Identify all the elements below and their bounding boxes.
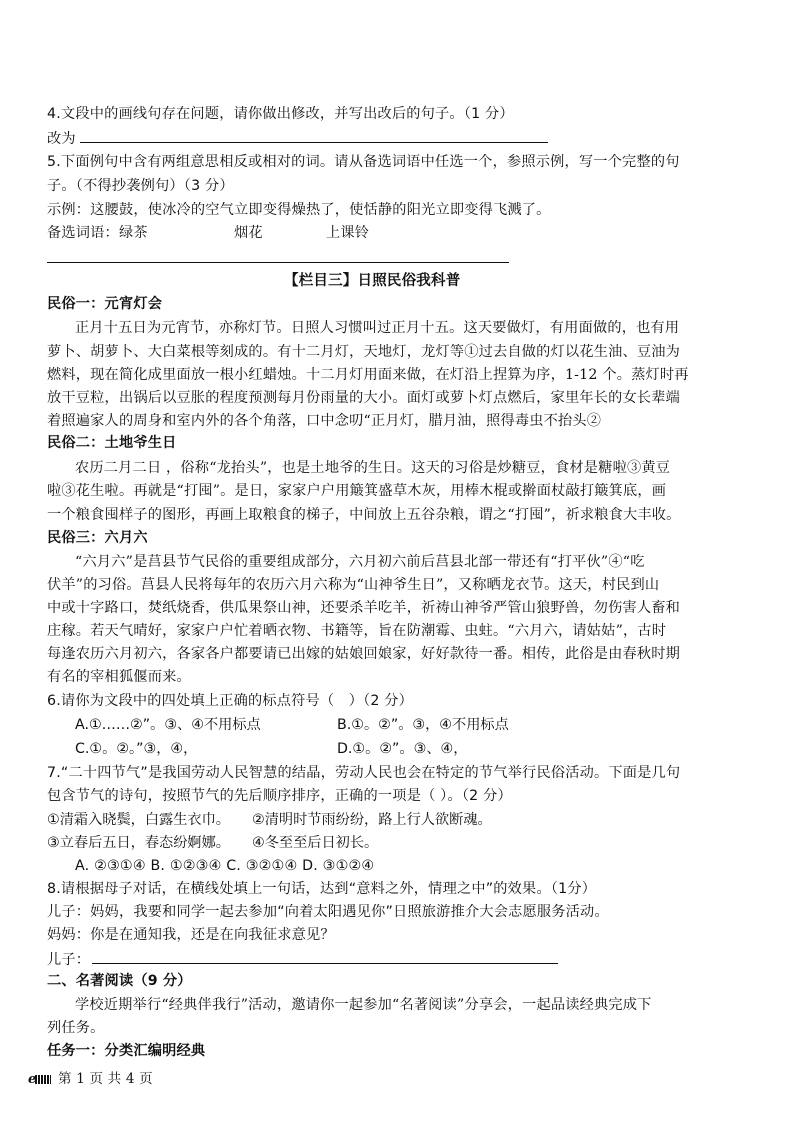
q4-answer-row bbox=[47, 128, 764, 148]
q6-option-d[interactable]: D.①。②”。③、④， bbox=[337, 741, 468, 757]
q4-answer-label: 改为 bbox=[47, 131, 76, 147]
q8-mom-line: 妈妈：你是在通知我，还是在向我征求意见？ bbox=[47, 927, 335, 943]
q8-answer-blank[interactable] bbox=[92, 949, 558, 964]
q5-options bbox=[47, 224, 764, 242]
publisher-logo-icon: e bbox=[28, 1072, 52, 1088]
q7-line1: 7.“二十四节气”是我国劳动人民智慧的结晶，劳动人民也会在特定的节气举行民俗活动。下面是几句 bbox=[47, 765, 681, 781]
part2-intro-line: 列任务。 bbox=[47, 1020, 105, 1036]
q5-option-3: 上课铃 bbox=[325, 225, 370, 241]
q7-options[interactable]: A. ②③①④ B. ①②③④ C. ③②①④ D. ③①②④ bbox=[75, 858, 375, 874]
custom1-title: 民俗一：元宵灯会 bbox=[47, 296, 163, 312]
page-number: 第 1 页 共 4 页 bbox=[58, 1071, 153, 1087]
q6-option-c[interactable]: C.①。②。”③，④， bbox=[75, 741, 198, 757]
q6-option-a[interactable]: A.①……②”。③、④不用标点 bbox=[75, 717, 261, 733]
q6-option-b[interactable]: B.①。②”。③，④不用标点 bbox=[337, 717, 509, 733]
custom1-line: 萝卜、胡萝卜、大白菜根等刻成的。有十二月灯，天地灯，龙灯等①过去自做的灯以花生油、豆油为 bbox=[47, 344, 681, 360]
custom1-line: 放干豆粒，出锅后以豆胀的程度预测每月份雨量的大小。面灯或萝卜灯点燃后，家里年长的女长辈端 bbox=[47, 390, 681, 406]
q5-line2: 子。（不得抄袭例句）（3 分） bbox=[47, 178, 234, 194]
q8-son-label: 儿子： bbox=[47, 952, 91, 968]
part2-intro-line: 学校近期举行“经典伴我行”活动，邀请你一起参加“名著阅读”分享会，一起品读经典完成下 bbox=[75, 997, 652, 1013]
custom3-line: 伏羊”的习俗。莒县人民将每年的农历六月六称为“山神爷生日”，又称晒龙衣节。这天，村民到山 bbox=[47, 577, 660, 593]
q8-question: 8.请根据母子对话，在横线处填上一句话，达到“意料之外，情理之中”的效果。（1分） bbox=[47, 881, 597, 897]
part2-title: 二、名著阅读（9 分） bbox=[47, 973, 192, 989]
q8-son-line: 儿子：妈妈，我要和同学一起去参加“向着太阳遇见你”日照旅游推介大会志愿服务活动。 bbox=[47, 904, 609, 920]
custom2-line: 一个粮食囤样子的图形，再画上取粮食的梯子，中间放上五谷杂粮，谓之“打囤”，祈求粮食大丰收。 bbox=[47, 507, 681, 523]
q7-poem-1: ①清霜入晓鬓，白露生衣巾。 bbox=[47, 812, 230, 828]
q5-option-2: 烟花 bbox=[233, 225, 263, 241]
section3-title: 【栏目三】日照民俗我科普 bbox=[284, 273, 461, 289]
custom3-title: 民俗三：六月六 bbox=[47, 530, 148, 546]
custom3-line: 有名的宰相狐偃而来。 bbox=[47, 669, 191, 685]
q8-answer-row bbox=[47, 949, 764, 969]
q5-options-label: 备选词语： bbox=[47, 225, 119, 241]
custom3-line: 庄稼。若天气晴好，家家户户忙着晒衣物、书籍等，旨在防潮霉、虫蛀。“六月六，请姑姑”，古时 bbox=[47, 623, 667, 639]
custom2-line: 啦③花生啦。再就是“打囤”。是日，家家户户用簸箕盛草木灰，用棒木棍或擀面杖敲打簸箕底，画 bbox=[47, 483, 667, 499]
q5-line1: 5.下面例句中含有两组意思相反或相对的词。请从备选词语中任选一个，参照示例，写一个完整的句 bbox=[47, 154, 680, 170]
q7-line2: 包含节气的诗句，按照节气的先后顺序排序，正确的一项是（ ）。（2 分） bbox=[47, 788, 512, 804]
q5-example: 示例：这腰鼓，使冰冷的空气立即变得燥热了，使恬静的阳光立即变得飞溅了。 bbox=[47, 202, 551, 218]
q4-question: 4.文段中的画线句存在问题，请你做出修改，并写出改后的句子。（1 分） bbox=[47, 106, 514, 122]
custom2-title: 民俗二：土地爷生日 bbox=[47, 435, 177, 451]
q7-poem-3: ③立春后五日，春态纷婀娜。 bbox=[47, 835, 230, 851]
custom3-line: “六月六”是莒县节气民俗的重要组成部分，六月初六前后莒县北部一带还有“打平伙”④“吃 bbox=[75, 554, 645, 570]
q4-answer-blank[interactable] bbox=[80, 128, 548, 143]
q7-poem-4: ④冬至至后日初长。 bbox=[252, 835, 379, 851]
q5-answer-line[interactable] bbox=[47, 262, 509, 263]
q7-poem-2: ②清明时节雨纷纷，路上行人欲断魂。 bbox=[252, 812, 492, 828]
custom3-line: 中或十字路口，焚纸烧香，供瓜果祭山神，还要杀羊吃羊，祈祷山神爷严管山狼野兽，勿伤害人畜和 bbox=[47, 600, 681, 616]
task1-title: 任务一：分类汇编明经典 bbox=[47, 1043, 206, 1059]
q6-question: 6.请你为文段中的四处填上正确的标点符号（ ）（2 分） bbox=[47, 693, 414, 709]
custom1-line: 燃料，现在简化成里面放一根小红蜡烛。十二月灯用面来做，在灯沿上捏算为序，1-12 个。蒸灯时再 bbox=[47, 367, 689, 383]
custom3-line: 每逢农历六月初六，各家各户都要请已出嫁的姑娘回娘家，好好款待一番。相传，此俗是由春秋时期 bbox=[47, 646, 681, 662]
custom2-line: 农历二月二日 ，俗称“龙抬头”，也是土地爷的生日。这天的习俗是炒糖豆，食材是糖啦③黄豆 bbox=[75, 460, 671, 476]
custom1-line: 着照遍家人的周身和室内外的各个角落，口中念叨“正月灯，腊月油，照得毒虫不抬头② bbox=[47, 413, 602, 429]
custom1-line: 正月十五日为元宵节，亦称灯节。日照人习惯叫过正月十五。这天要做灯，有用面做的，也有用 bbox=[75, 320, 680, 336]
q5-option-1: 绿茶 bbox=[118, 225, 148, 241]
